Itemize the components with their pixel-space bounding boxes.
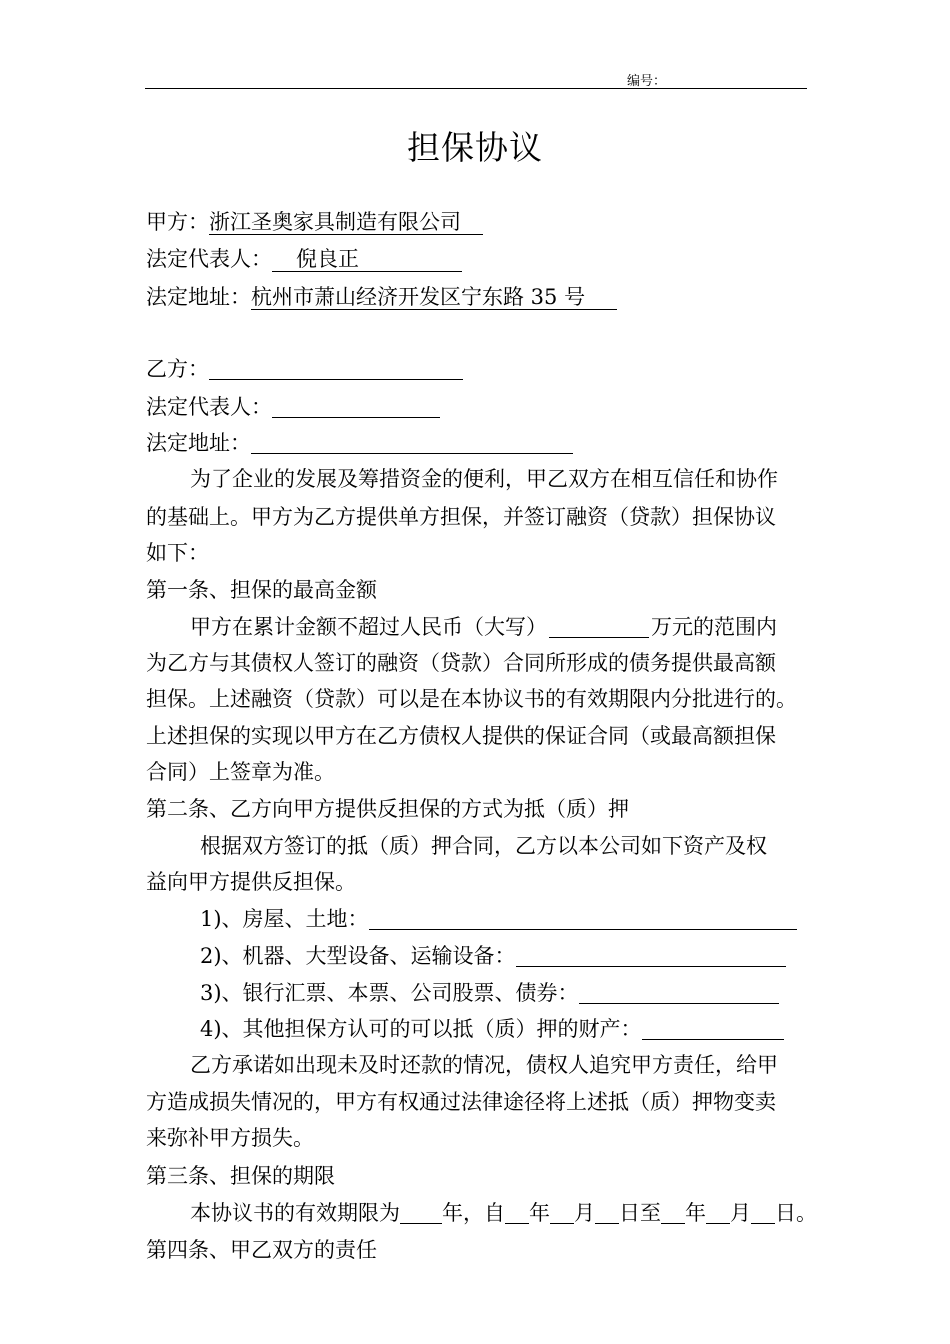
article-2-para-line-1: 乙方承诺如出现未及时还款的情况，债权人追究甲方责任，给甲: [190, 1053, 778, 1077]
party-a-name: 浙江圣奥家具制造有限公司: [209, 212, 483, 235]
party-a-rep-field: [272, 249, 462, 272]
article-1-text-b: 万元的范围内: [651, 615, 777, 639]
article-3-line-1: [190, 1203, 817, 1224]
intro-line-1: 为了企业的发展及筹措资金的便利，甲乙双方在相互信任和协作: [190, 467, 778, 491]
party-a-label: 甲方：: [146, 210, 209, 234]
end-year-blank[interactable]: [661, 1203, 685, 1224]
article-1-line-5: 合同）上签章为准。: [146, 760, 335, 784]
article-2-heading: 第二条、乙方向甲方提供反担保的方式为抵（质）押: [146, 797, 629, 821]
term-text-4: 月: [574, 1201, 595, 1225]
collateral-item-3-label: 3)、银行汇票、本票、公司股票、债券：: [200, 981, 579, 1005]
serial-number-label: 编号：: [627, 74, 667, 89]
intro-line-3: 如下：: [146, 541, 209, 565]
article-2-para-line-2: 方造成损失情况的，甲方有权通过法律途径将上述抵（质）押物变卖: [146, 1090, 776, 1114]
collateral-item-2-label: 2)、机器、大型设备、运输设备：: [200, 944, 516, 968]
party-b-line: [146, 359, 463, 380]
party-a-addr-line: [146, 287, 617, 310]
article-2-line-1: 根据双方签订的抵（质）押合同，乙方以本公司如下资产及权: [200, 834, 767, 858]
start-day-blank[interactable]: [595, 1203, 619, 1224]
article-2-para-line-3: 来弥补甲方损失。: [146, 1126, 314, 1150]
party-b-addr-blank[interactable]: [251, 433, 573, 454]
party-a-addr-label: 法定地址：: [146, 285, 251, 309]
party-a-line: [146, 212, 483, 235]
article-4-heading: 第四条、甲乙双方的责任: [146, 1238, 377, 1262]
document-title: 担保协议: [407, 128, 543, 167]
term-text-7: 月: [730, 1201, 751, 1225]
article-1-line-2: 为乙方与其债权人签订的融资（贷款）合同所形成的债务提供最高额: [146, 651, 776, 675]
party-a-rep-line: [146, 249, 462, 272]
header-rule: [145, 88, 807, 89]
party-b-rep-label: 法定代表人：: [146, 395, 272, 419]
end-day-blank[interactable]: [751, 1203, 775, 1224]
collateral-item-4: [200, 1019, 784, 1040]
collateral-item-3-blank[interactable]: [579, 983, 779, 1004]
party-a-rep-value: 倪良正: [296, 247, 359, 271]
article-1-line-4: 上述担保的实现以甲方在乙方债权人提供的保证合同（或最高额担保: [146, 724, 776, 748]
term-text-2: 年，自: [442, 1201, 505, 1225]
party-a-addr-value: 杭州市萧山经济开发区宁东路 35 号: [251, 287, 617, 310]
collateral-item-2-blank[interactable]: [516, 946, 786, 967]
collateral-item-4-label: 4)、其他担保方认可的可以抵（质）押的财产：: [200, 1017, 642, 1041]
article-1-line-1: [190, 617, 777, 638]
article-1-text-a: 甲方在累计金额不超过人民币（大写）: [190, 615, 547, 639]
party-b-addr-line: [146, 433, 573, 454]
collateral-item-1-label: 1)、房屋、土地：: [200, 907, 369, 931]
term-text-3: 年: [529, 1201, 550, 1225]
party-b-label: 乙方：: [146, 357, 209, 381]
collateral-item-1-blank[interactable]: [369, 909, 797, 930]
start-month-blank[interactable]: [550, 1203, 574, 1224]
party-a-rep-label: 法定代表人：: [146, 247, 272, 271]
term-text-1: 本协议书的有效期限为: [190, 1201, 400, 1225]
term-text-8: 日。: [775, 1201, 817, 1225]
collateral-item-2: [200, 946, 786, 967]
party-b-rep-line: [146, 397, 440, 418]
article-3-heading: 第三条、担保的期限: [146, 1164, 335, 1188]
term-text-6: 年: [685, 1201, 706, 1225]
collateral-item-1: [200, 909, 797, 930]
collateral-item-3: [200, 983, 779, 1004]
start-year-blank[interactable]: [505, 1203, 529, 1224]
term-years-blank[interactable]: [400, 1203, 442, 1224]
collateral-item-4-blank[interactable]: [642, 1019, 784, 1040]
article-1-line-3: 担保。上述融资（贷款）可以是在本协议书的有效期限内分批进行的。: [146, 687, 797, 711]
intro-line-2: 的基础上。甲方为乙方提供单方担保，并签订融资（贷款）担保协议: [146, 505, 776, 529]
party-b-rep-blank[interactable]: [272, 397, 440, 418]
term-text-5: 日至: [619, 1201, 661, 1225]
article-2-line-2: 益向甲方提供反担保。: [146, 870, 356, 894]
article-1-heading: 第一条、担保的最高金额: [146, 578, 377, 602]
amount-blank[interactable]: [549, 617, 649, 638]
party-b-addr-label: 法定地址：: [146, 431, 251, 455]
party-b-name-blank[interactable]: [209, 359, 463, 380]
end-month-blank[interactable]: [706, 1203, 730, 1224]
